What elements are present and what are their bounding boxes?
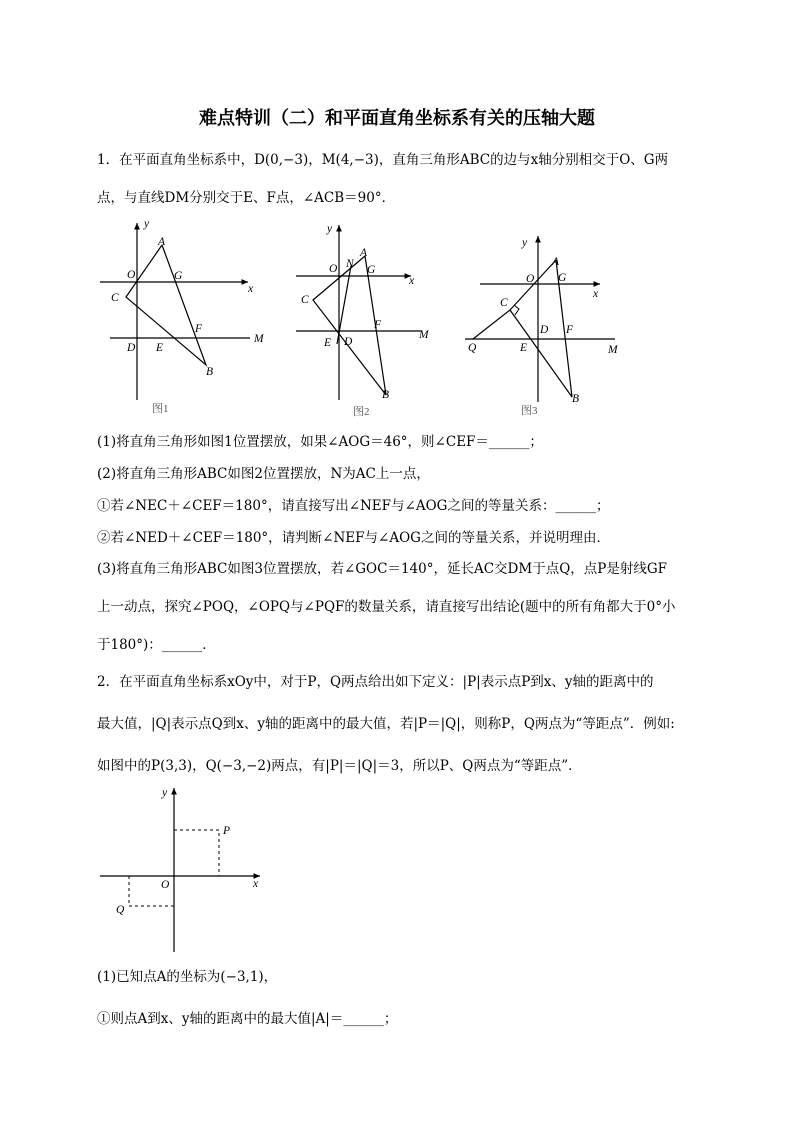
label-o: O bbox=[526, 273, 535, 285]
q1-part1: (1)将直角三角形如图1位置摆放，如果∠AOG＝46°，则∠CEF＝______； bbox=[97, 434, 543, 450]
q1-intro-line2: 点，与直线DM分别交于E、F点，∠ACB＝90°． bbox=[97, 190, 396, 206]
label-g: G bbox=[367, 264, 376, 276]
q2-intro-line3: 如图中的P(3,3)，Q(−3,−2)两点，有|P|＝|Q|＝3，所以P、Q两点为“等距点”． bbox=[97, 758, 582, 774]
q1-intro-line1: 1．在平面直角坐标系中，D(0,−3)，M(4,−3)，直角三角形ABC的边与x轴分别相交于O、G两 bbox=[97, 152, 669, 168]
page-title: 难点特训（二）和平面直角坐标系有关的压轴大题 bbox=[199, 108, 595, 129]
label-b: B bbox=[382, 389, 390, 401]
label-f: F bbox=[566, 324, 574, 336]
q1-part3-line2: 上一动点，探究∠POQ，∠OPQ与∠PQF的数量关系，请直接写出结论(题中的所有角都大于0°小 bbox=[97, 599, 676, 615]
q2-intro-line2: 最大值，|Q|表示点Q到x、y轴的距离中的最大值，若|P＝|Q|，则称P，Q两点为“等距点”．例如: bbox=[97, 716, 675, 732]
label-d: D bbox=[127, 342, 136, 354]
label-a: A bbox=[552, 256, 560, 268]
label-m: M bbox=[419, 329, 429, 341]
label-y: y bbox=[522, 237, 528, 249]
segment-cq bbox=[473, 310, 510, 339]
q2-part1a: ①则点A到x、y轴的距离中的最大值|A|＝______； bbox=[97, 1011, 398, 1027]
figure-3-caption: 图3 bbox=[521, 405, 538, 417]
label-y: y bbox=[144, 218, 150, 230]
figure-3 bbox=[460, 232, 625, 422]
label-x: x bbox=[593, 288, 599, 300]
figure-1 bbox=[100, 215, 275, 420]
label-o: O bbox=[127, 269, 136, 281]
p-guide-lines bbox=[174, 830, 219, 876]
label-a: A bbox=[158, 236, 166, 248]
triangle-abc bbox=[126, 245, 206, 365]
label-o: O bbox=[161, 879, 170, 891]
label-c: C bbox=[111, 292, 119, 304]
figure-2-caption: 图2 bbox=[353, 406, 370, 418]
label-n: N bbox=[346, 258, 354, 270]
right-angle-mark bbox=[514, 305, 519, 315]
q1-part2b: ②若∠NED＋∠CEF＝180°，请判断∠NEF与∠AOG之间的等量关系，并说明理由． bbox=[97, 530, 610, 546]
figure-1-caption: 图1 bbox=[152, 403, 169, 415]
label-x: x bbox=[409, 275, 415, 287]
figure-q2 bbox=[98, 784, 270, 956]
label-q: Q bbox=[468, 342, 477, 354]
label-o: O bbox=[329, 263, 338, 275]
label-y: y bbox=[162, 787, 168, 799]
figure-2 bbox=[294, 220, 439, 420]
label-p: P bbox=[223, 825, 231, 837]
label-b: B bbox=[206, 366, 214, 378]
label-q: Q bbox=[116, 904, 125, 916]
label-f: F bbox=[195, 323, 203, 335]
label-c: C bbox=[500, 297, 508, 309]
label-d: D bbox=[344, 336, 353, 348]
q1-part3-line3: 于180°)：______． bbox=[97, 637, 216, 653]
label-m: M bbox=[254, 333, 264, 345]
q2-part1: (1)已知点A的坐标为(−3,1)， bbox=[97, 969, 278, 985]
label-c: C bbox=[301, 294, 309, 306]
q1-part2: (2)将直角三角形ABC如图2位置摆放，N为AC上一点， bbox=[97, 466, 430, 482]
label-d: D bbox=[540, 324, 549, 336]
label-e: E bbox=[156, 342, 164, 354]
label-m: M bbox=[608, 344, 618, 356]
q2-intro-line1: 2．在平面直角坐标系xOy中，对于P，Q两点给出如下定义：|P|表示点P到x、y轴的距离中的 bbox=[97, 674, 654, 690]
label-g: G bbox=[174, 270, 183, 282]
q1-part3-line1: (3)将直角三角形ABC如图3位置摆放，若∠GOC＝140°，延长AC交DM于点Q，点P是射线GF bbox=[97, 561, 667, 577]
label-e: E bbox=[520, 342, 528, 354]
label-b: B bbox=[572, 393, 580, 405]
label-y: y bbox=[327, 223, 333, 235]
q1-part2a: ①若∠NEC＋∠CEF＝180°，请直接写出∠NEF与∠AOG之间的等量关系：______； bbox=[97, 498, 610, 514]
label-a: A bbox=[360, 247, 368, 259]
label-f: F bbox=[374, 319, 382, 331]
label-x: x bbox=[253, 878, 259, 890]
label-x: x bbox=[248, 283, 254, 295]
label-g: G bbox=[558, 272, 567, 284]
label-e: E bbox=[324, 337, 332, 349]
